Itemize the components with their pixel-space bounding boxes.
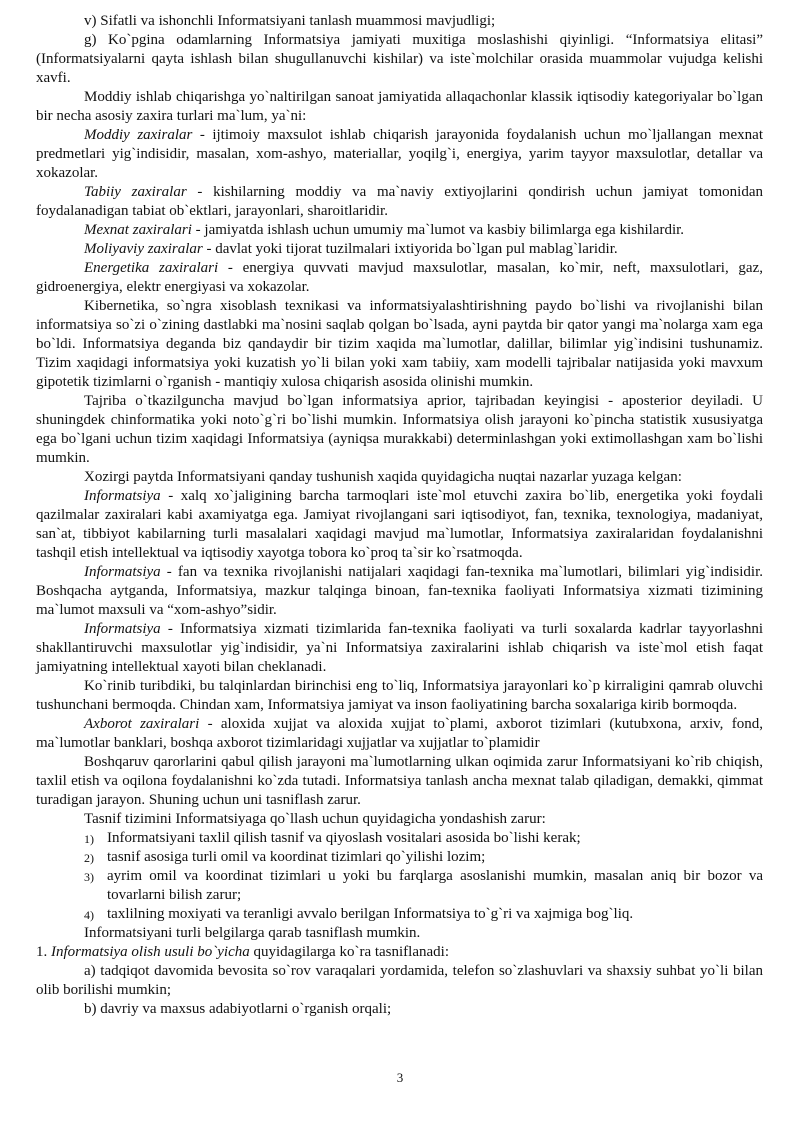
list-item xyxy=(36,867,763,905)
view-definition xyxy=(36,563,763,620)
list-number: 2) xyxy=(84,851,94,865)
view-definition xyxy=(36,620,763,677)
paragraph-tajriba: Tajriba o`tkazilguncha mavjud bo`lgan informatsiya aprior, tajribadan keyingisi - aposterior deyiladi. U shuningdek chinformatika yoki noto`g`ri bo`lishi mumkin. Informatsiya olish jarayoni ko`pincha statistik xususiyatga ega bo`lgani uchun tizim xaqidagi Informatsiya (ayniqsa murakkabi) determinlashgan yoki extimollashgan xam bo`lishi mumkin. xyxy=(36,393,763,466)
view-definition xyxy=(36,487,763,563)
list-item xyxy=(36,848,763,867)
paragraph-resources-intro: Moddiy ishlab chiqarishga yo`naltirilgan sanoat jamiyatida allaqachonlar klassik iqtisodiy kategoriyalar bo`lgan bir necha asosiy zaxira turlari ma`lum, ya`ni: xyxy=(36,89,763,124)
resource-definition xyxy=(36,240,763,259)
axborot-term: Axborot zaxiralari xyxy=(84,716,200,732)
approach-list xyxy=(36,829,763,924)
resource-text: - ijtimoiy maxsulot ishlab chiqarish jarayonida foydalanish uchun mo`ljallangan mexnat predmetlari yig`indisidir, masalan, xom-ashyo, materiallar, yoqilg`i, energiya, yarim tayyor maxsulotlar, detallar va xokazolar. xyxy=(36,127,763,181)
resource-term: Mexnat zaxiralari xyxy=(84,222,192,238)
list-number: 4) xyxy=(84,908,94,922)
resource-text: - jamiyatda ishlash uchun umumiy ma`lumot va kasbiy bilimlarga ega kishilardir. xyxy=(191,222,685,238)
paragraph-boshqaruv: Boshqaruv qarorlarini qabul qilish jarayoni ma`lumotlarning ulkan oqimida zarur Informatsiyani ko`rib chiqish, taxlil etish va oqilona foydalanishni ko`zda tutadi. Informatsiya tanlash ancha mexnat talab qiladigan, demakki, qimmat turadigan jarayon. Shuning uchun uni tasniflash zarur. xyxy=(36,754,763,808)
resource-term: Moddiy zaxiralar xyxy=(84,127,193,143)
paragraph-conclusion: Ko`rinib turibdiki, bu talqinlardan birinchisi eng to`liq, Informatsiya jarayonlari ko`p kirraligini qamrab oluvchi tushunchani bermoqda. Chindan xam, Informatsiya jamiyat va inson faoliyatining barcha soxalariga kirib bormoqda. xyxy=(36,678,763,713)
document-body xyxy=(36,12,763,1019)
list-text: ayrim omil va koordinat tizimlari u yoki bu farqlarga asoslanishi mumkin, masalan aniq bir bozor va tovarlarni bilish zarur; xyxy=(107,868,763,903)
resource-text: - energiya quvvati mavjud maxsulotlar, masalan, ko`mir, neft, maxsulotlari, gaz, gidroenergiya, elektr energiyasi va xokazolar. xyxy=(36,260,763,295)
paragraph-views-intro: Xozirgi paytda Informatsiyani qanday tushunish xaqida quyidagicha nuqtai nazarlar yuzaga kelgan: xyxy=(84,469,682,485)
section-text: quyidagilarga ko`ra tasniflanadi: xyxy=(249,944,449,960)
view-term: Informatsiya xyxy=(84,621,161,637)
section-term: Informatsiya olish usuli bo`yicha xyxy=(51,944,250,960)
list-number: 3) xyxy=(84,870,94,884)
list-text: tasnif asosiga turli omil va koordinat tizimlari qo`yilishi lozim; xyxy=(107,849,486,865)
view-term: Informatsiya xyxy=(84,564,161,580)
resource-term: Energetika zaxiralari xyxy=(84,260,219,276)
resource-definition xyxy=(36,221,763,240)
resource-text: - davlat yoki tijorat tuzilmalari ixtiyorida bo`lgan pul mablag`laridir. xyxy=(202,241,618,257)
list-number: 1) xyxy=(84,832,94,846)
section-number: 1. xyxy=(36,944,51,960)
page-number: 3 xyxy=(396,1070,404,1085)
view-text: - Informatsiya xizmati tizimlarida fan-texnika faoliyati va turli soxalarda kadrlar tayyorlashni shakllantiruvchi maxsulotlar yig`indisidir, ya`ni Informatsiya zaxiralarini ishlab chiqarish va iste`mol etish faqat jamiyatning intellektual xayoti bilan cheklanadi. xyxy=(36,621,763,675)
paragraph-classification-intro: Informatsiyani turli belgilarga qarab tasniflash mumkin. xyxy=(84,925,421,941)
resource-term: Moliyaviy zaxiralar xyxy=(84,241,203,257)
axborot-definition xyxy=(36,715,763,753)
resource-definition xyxy=(36,126,763,183)
paragraph-g: g) Ko`pgina odamlarning Informatsiya jamiyati muxitiga moslashishi qiyinligi. “Informatsiya elitasi” (Informatsiyalarni qayta ishlash bilan shugullanuvchi kishilar) va iste`molchilar orasida muammolar vujudga kelishi xavfi. xyxy=(36,32,763,86)
paragraph-v: v) Sifatli va ishonchli Informatsiyani tanlash muammosi mavjudligi; xyxy=(84,13,496,29)
view-term: Informatsiya xyxy=(84,488,161,504)
resource-definition xyxy=(36,259,763,297)
section-item-a: a) tadqiqot davomida bevosita so`rov varaqalari yordamida, telefon so`zlashuvlari va shaxsiy suhbat yo`li bilan olib borilishi mumkin; xyxy=(36,963,763,998)
list-text: Informatsiyani taxlil qilish tasnif va qiyoslash vositalari asosida bo`lishi kerak; xyxy=(107,830,581,846)
view-text: - xalq xo`jaligining barcha tarmoqlari iste`mol etuvchi zaxira bo`lib, energetika yoki foydali qazilmalar zaxiralari kabi axamiyatga ega. Jamiyat rivojlangani sari iqtisodiyot, fan, texnika, texnologiya, madaniyat, san`at, tibbiyot kabilarning turli masalalari xaqidagi mavjud ma`lumotlar, Informatsiya zaxiralaridan foydalanishni tashqil etish intellektual va iqtisodiy xayotga tobora ko`proq ta`sir ko`rsatmoqda. xyxy=(36,488,763,561)
list-text: taxlilning moxiyati va teranligi avvalo berilgan Informatsiya to`g`ri va xajmiga bog`liq. xyxy=(107,906,634,922)
list-item xyxy=(36,829,763,848)
axborot-text: - aloxida xujjat va aloxida xujjat to`plami, axborot tizimlari (kutubxona, arxiv, fond, ma`lumotlar banklari, boshqa axborot tizimlaridagi xujjatlar va xujjatlar to`plamidir xyxy=(36,716,763,751)
paragraph-kibernetika: Kibernetika, so`ngra xisoblash texnikasi va informatsiyalashtirishning paydo bo`lishi va rivojlanishi bilan informatsiya so`zi o`zining dastlabki ma`nosini saqlab qolgan bo`lsada, ayni paytda bir qator yangi ma`nolarga xam ega bo`ldi. Informatsiya deganda biz qandaydir bir tizim xaqida ma`lumotlar, dalillar, bilimlar yig`indisini tushunamiz. Tizim xaqidagi informatsiya yoki kuzatish yo`li bilan yoki xam tabiiy, xam modelli tajribalar natijasida yoki mavxum gipotetik tizimlarni o`rganish - mantiqiy xulosa chiqarish asosida olinishi mumkin. xyxy=(36,298,763,390)
resource-term: Tabiiy zaxiralar xyxy=(84,184,187,200)
view-text: - fan va texnika rivojlanishi natijalari xaqidagi fan-texnika ma`lumotlari, bilimlari yig`indisidir. Boshqacha aytganda, Informatsiya, mazkur talqinga binoan, fan-texnika faoliyati Informatsiya xizmati tizimining ma`lumot maxsuli va “xom-ashyo”sidir. xyxy=(36,564,763,618)
list-item xyxy=(36,905,763,924)
paragraph-approach-intro: Tasnif tizimini Informatsiyaga qo`llash uchun quyidagicha yondashish zarur: xyxy=(84,811,546,827)
section-item-b: b) davriy va maxsus adabiyotlarni o`rganish orqali; xyxy=(84,1001,392,1017)
resource-definition xyxy=(36,183,763,221)
section-heading-1 xyxy=(36,943,763,962)
resource-text: - kishilarning moddiy va ma`naviy extiyojlarini qondirish uchun jamiyat tomonidan foydalanadigan tabiat ob`ektlari, jarayonlari, sharoitlaridir. xyxy=(36,184,763,219)
